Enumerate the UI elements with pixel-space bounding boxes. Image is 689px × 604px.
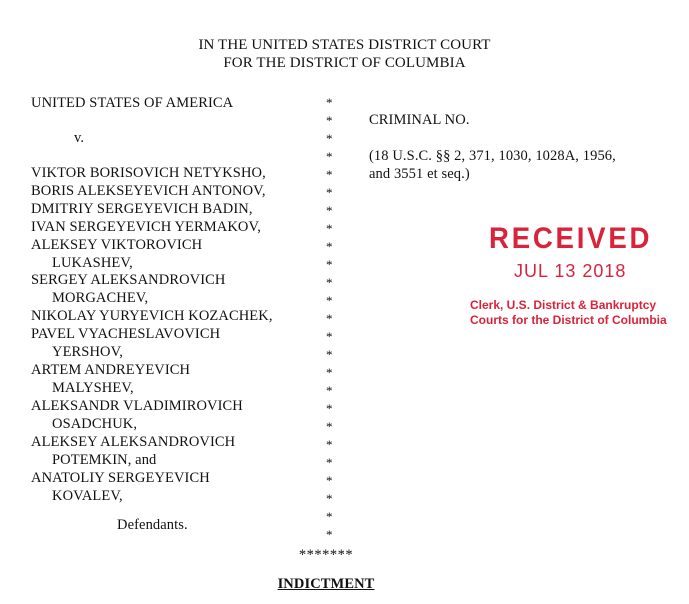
caption-star: * xyxy=(326,347,333,362)
defendant-line: MORGACHEV, xyxy=(52,290,149,306)
defendant-line: SERGEY ALEKSANDROVICH xyxy=(31,272,226,288)
caption-star: * xyxy=(326,365,333,380)
caption-star: * xyxy=(326,131,333,146)
defendant-line: PAVEL VYACHESLAVOVICH xyxy=(31,326,221,342)
defendant-line: ALEKSEY ALEKSANDROVICH xyxy=(31,434,236,450)
closing-stars: ******* xyxy=(298,547,354,563)
caption-star: * xyxy=(326,113,333,128)
caption-star: * xyxy=(326,401,333,416)
clerk-line-2: Courts for the District of Columbia xyxy=(470,313,667,327)
statutes-line-1: (18 U.S.C. §§ 2, 371, 1030, 1028A, 1956, xyxy=(369,148,616,164)
defendant-line: BORIS ALEKSEYEVICH ANTONOV, xyxy=(31,183,266,199)
defendant-line: LUKASHEV, xyxy=(52,255,133,271)
caption-star: * xyxy=(326,149,333,164)
defendant-line: VIKTOR BORISOVICH NETYKSHO, xyxy=(31,165,266,181)
defendant-line: ARTEM ANDREYEVICH xyxy=(31,362,191,378)
defendant-line: POTEMKIN, and xyxy=(52,452,157,468)
caption-star: * xyxy=(326,473,333,488)
caption-star: * xyxy=(326,329,333,344)
defendants-label: Defendants. xyxy=(117,517,188,533)
defendant-line: ANATOLIY SERGEYEVICH xyxy=(31,470,210,486)
statutes-line-2: and 3551 et seq.) xyxy=(369,166,470,182)
caption-star: * xyxy=(326,383,333,398)
caption-star: * xyxy=(326,275,333,290)
caption-star: * xyxy=(326,455,333,470)
received-date: JUL 13 2018 xyxy=(514,261,627,281)
defendant-line: DMITRIY SERGEYEVICH BADIN, xyxy=(31,201,253,217)
caption-star: * xyxy=(326,527,333,542)
caption-star: * xyxy=(326,491,333,506)
received-stamp: RECEIVED xyxy=(489,222,653,255)
defendant-line: OSADCHUK, xyxy=(52,416,138,432)
document-title: INDICTMENT xyxy=(277,576,375,592)
caption-star: * xyxy=(326,221,333,236)
caption-star: * xyxy=(326,203,333,218)
defendant-line: ALEKSEY VIKTOROVICH xyxy=(31,237,203,253)
clerk-line-1: Clerk, U.S. District & Bankruptcy xyxy=(470,298,657,312)
defendant-line: KOVALEV, xyxy=(52,488,123,504)
criminal-number: CRIMINAL NO. xyxy=(369,112,470,128)
defendant-line: YERSHOV, xyxy=(52,344,124,360)
caption-star: * xyxy=(326,239,333,254)
caption-star: * xyxy=(326,95,333,110)
caption-star: * xyxy=(326,185,333,200)
plaintiff-name: UNITED STATES OF AMERICA xyxy=(31,95,234,111)
caption-star: * xyxy=(326,311,333,326)
caption-star: * xyxy=(326,167,333,182)
caption-star: * xyxy=(326,293,333,308)
defendant-line: NIKOLAY YURYEVICH KOZACHEK, xyxy=(31,308,273,324)
defendant-line: ALEKSANDR VLADIMIROVICH xyxy=(31,398,243,414)
defendant-line: MALYSHEV, xyxy=(52,380,134,396)
caption-star: * xyxy=(326,509,333,524)
defendant-line: IVAN SERGEYEVICH YERMAKOV, xyxy=(31,219,261,235)
caption-star: * xyxy=(326,257,333,272)
caption-star: * xyxy=(326,419,333,434)
caption-star: * xyxy=(326,437,333,452)
court-name-line-1: IN THE UNITED STATES DISTRICT COURT xyxy=(198,37,491,53)
versus-label: v. xyxy=(74,130,85,146)
court-name-line-2: FOR THE DISTRICT OF COLUMBIA xyxy=(223,55,466,71)
